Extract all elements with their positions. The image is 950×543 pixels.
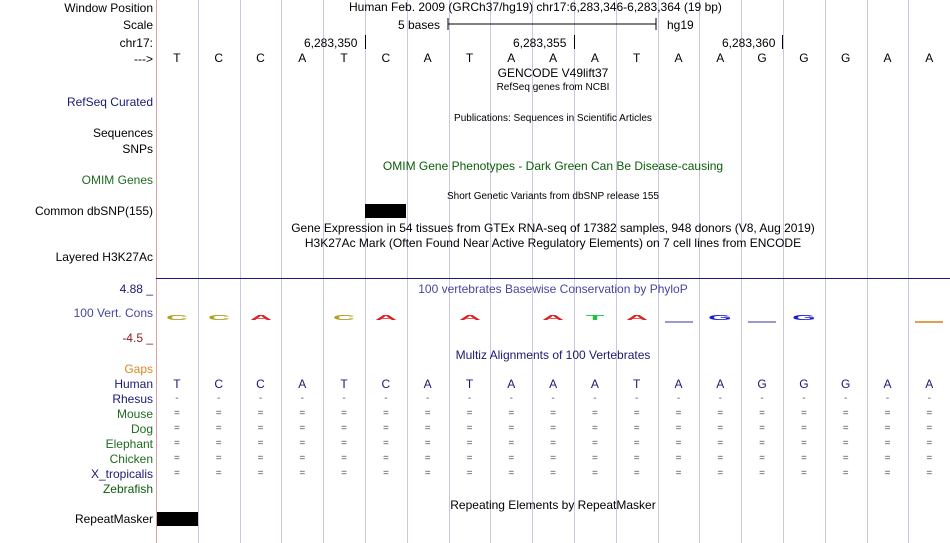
human-alignment-base: T <box>340 377 348 391</box>
human-alignment-base: G <box>799 377 809 391</box>
alignment-symbol: = <box>675 408 682 419</box>
conservation-logo-letter: A <box>542 313 565 322</box>
conservation-logo-letter: A <box>458 313 481 322</box>
conservation-logo-mark <box>915 321 943 323</box>
conservation-logo-letter: A <box>625 313 648 322</box>
alignment-symbol: = <box>341 423 348 434</box>
base-letter: T <box>340 51 348 65</box>
human-alignment-base: G <box>841 377 851 391</box>
publications-title: Publications: Sequences in Scientific Articles <box>454 113 652 124</box>
alignment-symbol: = <box>466 453 473 464</box>
alignment-symbol: = <box>424 423 431 434</box>
track-label-refseq[interactable]: RefSeq Curated <box>66 95 153 109</box>
species-label[interactable]: X_tropicalis <box>90 467 153 481</box>
alignment-symbol: = <box>842 453 849 464</box>
human-alignment-base: T <box>465 377 474 391</box>
alignment-symbol: = <box>173 408 180 419</box>
alignment-symbol: = <box>926 423 933 434</box>
base-letter: C <box>381 51 391 65</box>
conservation-logo-letter: T <box>585 313 605 322</box>
cons-max-label: 4.88 _ <box>119 282 153 296</box>
track-label-repeatmasker[interactable]: RepeatMasker <box>74 512 153 526</box>
alignment-symbol: = <box>800 423 807 434</box>
species-label[interactable]: Chicken <box>109 452 153 466</box>
ruler-tick-mark <box>782 35 783 49</box>
track-label-100-vert-cons[interactable]: 100 Vert. Cons <box>73 306 153 320</box>
base-letter: A <box>423 51 432 65</box>
alignment-symbol: = <box>550 408 557 419</box>
base-letter: A <box>674 51 683 65</box>
alignment-symbol: = <box>173 438 180 449</box>
alignment-symbol: = <box>508 453 515 464</box>
alignment-symbol: = <box>215 423 222 434</box>
base-letter: G <box>757 51 767 65</box>
alignment-symbol: = <box>675 453 682 464</box>
alignment-symbol: = <box>591 453 598 464</box>
alignment-symbol: = <box>717 468 724 479</box>
human-alignment-base: T <box>173 377 181 391</box>
alignment-symbol: - <box>676 393 681 404</box>
alignment-symbol: = <box>466 438 473 449</box>
track-label-common-dbsnp[interactable]: Common dbSNP(155) <box>34 204 153 218</box>
base-letter: T <box>465 51 474 65</box>
alignment-symbol: = <box>759 438 766 449</box>
ruler-tick-label: 6,283,360 <box>722 36 776 50</box>
species-label[interactable]: Elephant <box>105 437 153 451</box>
human-alignment-base: A <box>549 377 558 391</box>
alignment-symbol: = <box>466 408 473 419</box>
alignment-symbol: = <box>842 408 849 419</box>
base-letter: A <box>883 51 892 65</box>
species-label[interactable]: Mouse <box>116 407 153 421</box>
base-letter: G <box>799 51 809 65</box>
alignment-symbol: - <box>927 393 931 404</box>
alignment-symbol: = <box>759 423 766 434</box>
repeatmasker-title: Repeating Elements by RepeatMasker <box>450 498 656 512</box>
base-letter: A <box>590 51 599 65</box>
alignment-symbol: = <box>550 453 557 464</box>
track-label-omim[interactable]: OMIM Genes <box>81 173 153 187</box>
alignment-symbol: = <box>299 438 306 449</box>
alignment-symbol: = <box>926 438 933 449</box>
human-alignment-base: T <box>633 377 641 391</box>
alignment-symbol: = <box>717 423 724 434</box>
alignment-symbol: = <box>257 423 264 434</box>
track-label-layered-h3k27ac[interactable]: Layered H3K27Ac <box>55 250 153 264</box>
base-letter: G <box>841 51 851 65</box>
base-letter: T <box>633 51 641 65</box>
conservation-logo-letter: C <box>207 313 230 322</box>
base-letter: A <box>507 51 516 65</box>
alignment-symbol: = <box>299 408 306 419</box>
human-alignment-base: G <box>757 377 767 391</box>
alignment-symbol: = <box>341 438 348 449</box>
alignment-symbol: = <box>675 438 682 449</box>
alignment-symbol: = <box>382 438 389 449</box>
alignment-symbol: = <box>591 408 598 419</box>
base-letter: A <box>298 51 307 65</box>
scale-bases-text: 5 bases <box>398 18 441 32</box>
conservation-logo-mark <box>748 321 776 323</box>
alignment-symbol: = <box>299 468 306 479</box>
alignment-symbol: = <box>842 438 849 449</box>
human-alignment-base: A <box>925 377 934 391</box>
ruler-tick-mark <box>365 35 366 49</box>
alignment-symbol: = <box>800 408 807 419</box>
alignment-symbol: = <box>550 423 557 434</box>
alignment-symbol: = <box>341 468 348 479</box>
alignment-symbol: - <box>635 393 639 404</box>
alignment-symbol: = <box>215 438 222 449</box>
alignment-symbol: = <box>675 468 682 479</box>
alignment-symbol: = <box>215 408 222 419</box>
alignment-symbol: = <box>341 408 348 419</box>
human-alignment-base: A <box>298 377 307 391</box>
alignment-symbol: = <box>800 438 807 449</box>
track-separator <box>156 278 950 279</box>
base-letter: T <box>173 51 181 65</box>
strand-label: ---> <box>134 52 153 66</box>
alignment-symbol: - <box>760 393 764 404</box>
human-alignment-base: C <box>214 377 224 391</box>
species-label[interactable]: Dog <box>130 422 153 436</box>
alignment-symbol: = <box>926 468 933 479</box>
species-label[interactable]: Human <box>114 377 153 391</box>
cons-min-label: -4.5 _ <box>122 331 153 345</box>
alignment-symbol: = <box>926 408 933 419</box>
gencode-title: GENCODE V49lift37 <box>497 66 609 80</box>
alignment-symbol: - <box>384 393 388 404</box>
dbsnp-title: Short Genetic Variants from dbSNP release 155 <box>447 191 659 202</box>
alignment-symbol: = <box>633 468 640 479</box>
alignment-symbol: = <box>257 438 264 449</box>
alignment-symbol: = <box>633 423 640 434</box>
alignment-symbol: = <box>299 423 306 434</box>
alignment-symbol: = <box>759 408 766 419</box>
alignment-symbol: - <box>885 393 890 404</box>
base-letter: A <box>716 51 725 65</box>
alignment-symbol: = <box>842 423 849 434</box>
alignment-symbol: = <box>466 423 473 434</box>
alignment-symbol: = <box>842 468 849 479</box>
alignment-symbol: - <box>342 393 346 404</box>
alignment-symbol: = <box>633 438 640 449</box>
alignment-symbol: - <box>258 393 263 404</box>
ruler-tick-label: 6,283,355 <box>513 36 567 50</box>
alignment-symbol: = <box>424 408 431 419</box>
conservation-logo-letter: G <box>792 313 816 322</box>
alignment-symbol: = <box>884 453 891 464</box>
dbsnp-feature[interactable] <box>365 204 406 218</box>
alignment-symbol: - <box>217 393 221 404</box>
window-position-label: Window Position <box>64 1 153 15</box>
gtex-title: Gene Expression in 54 tissues from GTEx RNA-seq of 17382 samples, 948 donors (V8, Aug 2019) <box>291 221 815 235</box>
human-alignment-base: A <box>883 377 892 391</box>
alignment-symbol: = <box>424 468 431 479</box>
chrom-label: chr17: <box>119 36 153 50</box>
human-alignment-base: A <box>423 377 432 391</box>
human-alignment-base: C <box>256 377 265 391</box>
alignment-symbol: = <box>173 468 180 479</box>
alignment-symbol: = <box>424 438 431 449</box>
alignment-symbol: - <box>551 393 555 404</box>
alignment-symbol: = <box>508 408 515 419</box>
multiz-title: Multiz Alignments of 100 Vertebrates <box>455 348 651 362</box>
alignment-symbol: = <box>675 423 682 434</box>
alignment-symbol: = <box>257 408 264 419</box>
alignment-symbol: = <box>800 453 807 464</box>
alignment-symbol: = <box>173 453 180 464</box>
conservation-logo-letter: C <box>165 313 188 322</box>
ruler-tick-label: 6,283,350 <box>304 36 358 50</box>
alignment-symbol: = <box>382 468 389 479</box>
alignment-symbol: = <box>215 453 222 464</box>
alignment-symbol: = <box>884 468 891 479</box>
human-alignment-base: A <box>590 377 599 391</box>
species-label[interactable]: Zebrafish <box>102 482 153 496</box>
alignment-symbol: = <box>382 453 389 464</box>
alignment-symbol: = <box>926 453 933 464</box>
phylop-title: 100 vertebrates Basewise Conservation by PhyloP <box>418 282 688 296</box>
alignment-symbol: = <box>215 468 222 479</box>
scale-assembly-text: hg19 <box>667 18 694 32</box>
conservation-logo-letter: A <box>374 313 397 322</box>
conservation-logo-letter: C <box>333 313 356 322</box>
alignment-symbol: = <box>382 423 389 434</box>
alignment-symbol: = <box>466 468 473 479</box>
alignment-symbol: = <box>633 453 640 464</box>
window-position-text: Human Feb. 2009 (GRCh37/hg19) chr17:6,283,346-6,283,364 (19 bp) <box>349 0 722 14</box>
alignment-symbol: - <box>175 393 179 404</box>
alignment-symbol: = <box>884 408 891 419</box>
alignment-symbol: = <box>424 453 431 464</box>
base-letter: C <box>214 51 224 65</box>
alignment-symbol: = <box>382 408 389 419</box>
alignment-symbol: = <box>257 453 264 464</box>
human-alignment-base: A <box>507 377 516 391</box>
alignment-symbol: = <box>341 453 348 464</box>
scale-label: Scale <box>122 18 153 32</box>
alignment-symbol: = <box>717 453 724 464</box>
alignment-symbol: = <box>257 468 264 479</box>
alignment-symbol: = <box>591 438 598 449</box>
human-alignment-base: A <box>674 377 683 391</box>
repeatmasker-feature[interactable] <box>157 512 198 526</box>
alignment-symbol: = <box>591 423 598 434</box>
track-label-snps[interactable]: SNPs <box>122 142 153 156</box>
species-label[interactable]: Rhesus <box>112 392 153 406</box>
alignment-symbol: = <box>508 468 515 479</box>
alignment-symbol: - <box>802 393 806 404</box>
base-letter: C <box>256 51 265 65</box>
alignment-symbol: - <box>593 393 597 404</box>
human-alignment-base: C <box>381 377 391 391</box>
alignment-symbol: = <box>173 423 180 434</box>
alignment-symbol: = <box>633 408 640 419</box>
ruler-tick-mark <box>574 35 575 49</box>
alignment-symbol: = <box>508 438 515 449</box>
human-alignment-base: A <box>716 377 725 391</box>
alignment-symbol: = <box>299 453 306 464</box>
base-letter: A <box>925 51 934 65</box>
h3k27ac-title: H3K27Ac Mark (Often Found Near Active Regulatory Elements) on 7 cell lines from ENCODE <box>304 236 802 250</box>
alignment-symbol: - <box>300 393 304 404</box>
conservation-logo-mark <box>665 321 693 323</box>
conservation-logo-letter: G <box>708 313 733 322</box>
alignment-symbol: - <box>718 393 722 404</box>
alignment-symbol: = <box>759 453 766 464</box>
alignment-symbol: - <box>509 393 513 404</box>
alignment-symbol: = <box>550 468 557 479</box>
alignment-symbol: = <box>717 438 724 449</box>
alignment-symbol: = <box>884 423 891 434</box>
alignment-symbol: = <box>884 438 891 449</box>
base-letter: A <box>549 51 558 65</box>
alignment-symbol: = <box>550 438 557 449</box>
conservation-logo-letter: A <box>249 313 272 322</box>
alignment-symbol: - <box>426 393 430 404</box>
alignment-symbol: - <box>844 393 848 404</box>
scale-bar <box>446 16 660 32</box>
refseq-subtitle: RefSeq genes from NCBI <box>496 82 610 93</box>
alignment-symbol: = <box>508 423 515 434</box>
alignment-symbol: = <box>800 468 807 479</box>
track-label-sequences[interactable]: Sequences <box>92 126 153 140</box>
alignment-symbol: = <box>717 408 724 419</box>
alignment-symbol: - <box>467 393 472 404</box>
alignment-symbol: = <box>591 468 598 479</box>
alignment-symbol: = <box>759 468 766 479</box>
track-label-gaps[interactable]: Gaps <box>124 362 153 376</box>
omim-title: OMIM Gene Phenotypes - Dark Green Can Be Disease-causing <box>382 159 724 173</box>
